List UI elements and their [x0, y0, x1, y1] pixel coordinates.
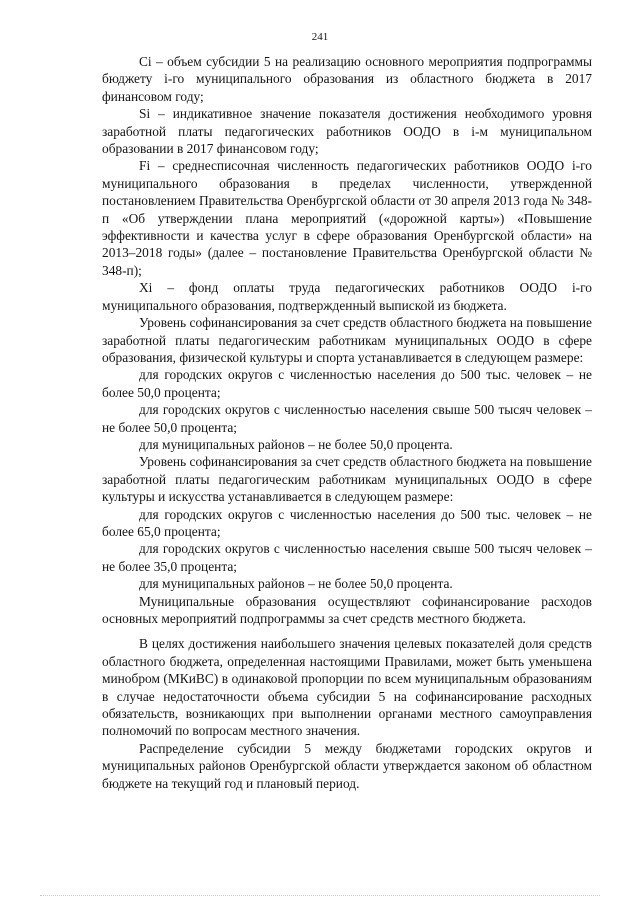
paragraph-cofinancing-education-districts: для муниципальных районов – не более 50,0 процента.: [139, 436, 453, 452]
paragraph-cofinancing-culture-urban-large: для городских округов с численностью населения свыше 500 тысяч человек – не более 35,0 процента;: [102, 541, 592, 574]
paragraph-subsidy-distribution: Распределение субсидии 5 между бюджетами городских округов и муниципальных районов Оренбургской области утверждается законом об областном бюджете на текущий год и плановый период.: [102, 740, 592, 791]
paragraph-ci-definition: Ci – объем субсидии 5 на реализацию основного мероприятия подпрограммы бюджету i-го муниципального образования из областного бюджета в 2017 финансовом году;: [102, 54, 592, 104]
paragraph-cofinancing-education-intro: Уровень софинансирования за счет средств областного бюджета на повышение заработной платы педагогическим работникам муниципальных ООДО в сфере образования, физической культуры и спорта устанавливается в следующем размере:: [102, 315, 592, 365]
footer-scan-line: [40, 895, 600, 896]
paragraph-cofinancing-education-urban-large: для городских округов с численностью населения свыше 500 тысяч человек – не более 50,0 процента;: [102, 402, 592, 435]
paragraph-cofinancing-culture-districts: для муниципальных районов – не более 50,0 процента.: [139, 576, 453, 592]
paragraph-fi-definition: Fi – среднесписочная численность педагогических работников ООДО i-го муниципального образования в пределах численности, утвержденной постановлением Правительства Оренбургской области от 30 апреля 2013 года № 348-п «Об утверждении плана мероприятий («дорожной карты») «Повышение эффективности и качества услуг в сфере образования Оренбургской области» на 2013–2018 годы» (далее – постановление Правительства Оренбургской области № 348-п);: [102, 158, 592, 278]
document-body: [102, 53, 592, 792]
paragraph-cofinancing-culture-urban-small: для городских округов с численностью населения до 500 тыс. человек – не более 65,0 процента;: [102, 506, 592, 539]
paragraph-cofinancing-education-urban-small: для городских округов с численностью населения до 500 тыс. человек – не более 50,0 процента;: [102, 367, 592, 400]
paragraph-local-cofinancing: Муниципальные образования осуществляют софинансирование расходов основных мероприятий подпрограммы за счет средств местного бюджета.: [102, 593, 592, 626]
paragraph-cofinancing-culture-intro: Уровень софинансирования за счет средств областного бюджета на повышение заработной платы педагогическим работникам муниципальных ООДО в сфере культуры и искусства устанавливается в следующем размере:: [102, 454, 592, 505]
paragraph-share-reduction: В целях достижения наибольшего значения целевых показателей доля средств областного бюджета, определенная настоящими Правилами, может быть уменьшена минобром (МКиВС) в одинаковой пропорции по всем муниципальным образованиям в случае недостаточности объема субсидии 5 на софинансирование расходных обязательств, возникающих при выполнении органами местного самоуправления полномочий по вопросам местного значения.: [102, 636, 592, 739]
paragraph-si-definition: Si – индикативное значение показателя достижения необходимого уровня заработной платы педагогических работников ООДО в i-м муниципальном образовании в 2017 финансовом году;: [102, 106, 592, 157]
paragraph-xi-definition: Xi – фонд оплаты труда педагогических работников ООДО i-го муниципального образования, подтвержденный выпиской из бюджета.: [102, 280, 592, 313]
page-number: 241: [311, 31, 329, 43]
